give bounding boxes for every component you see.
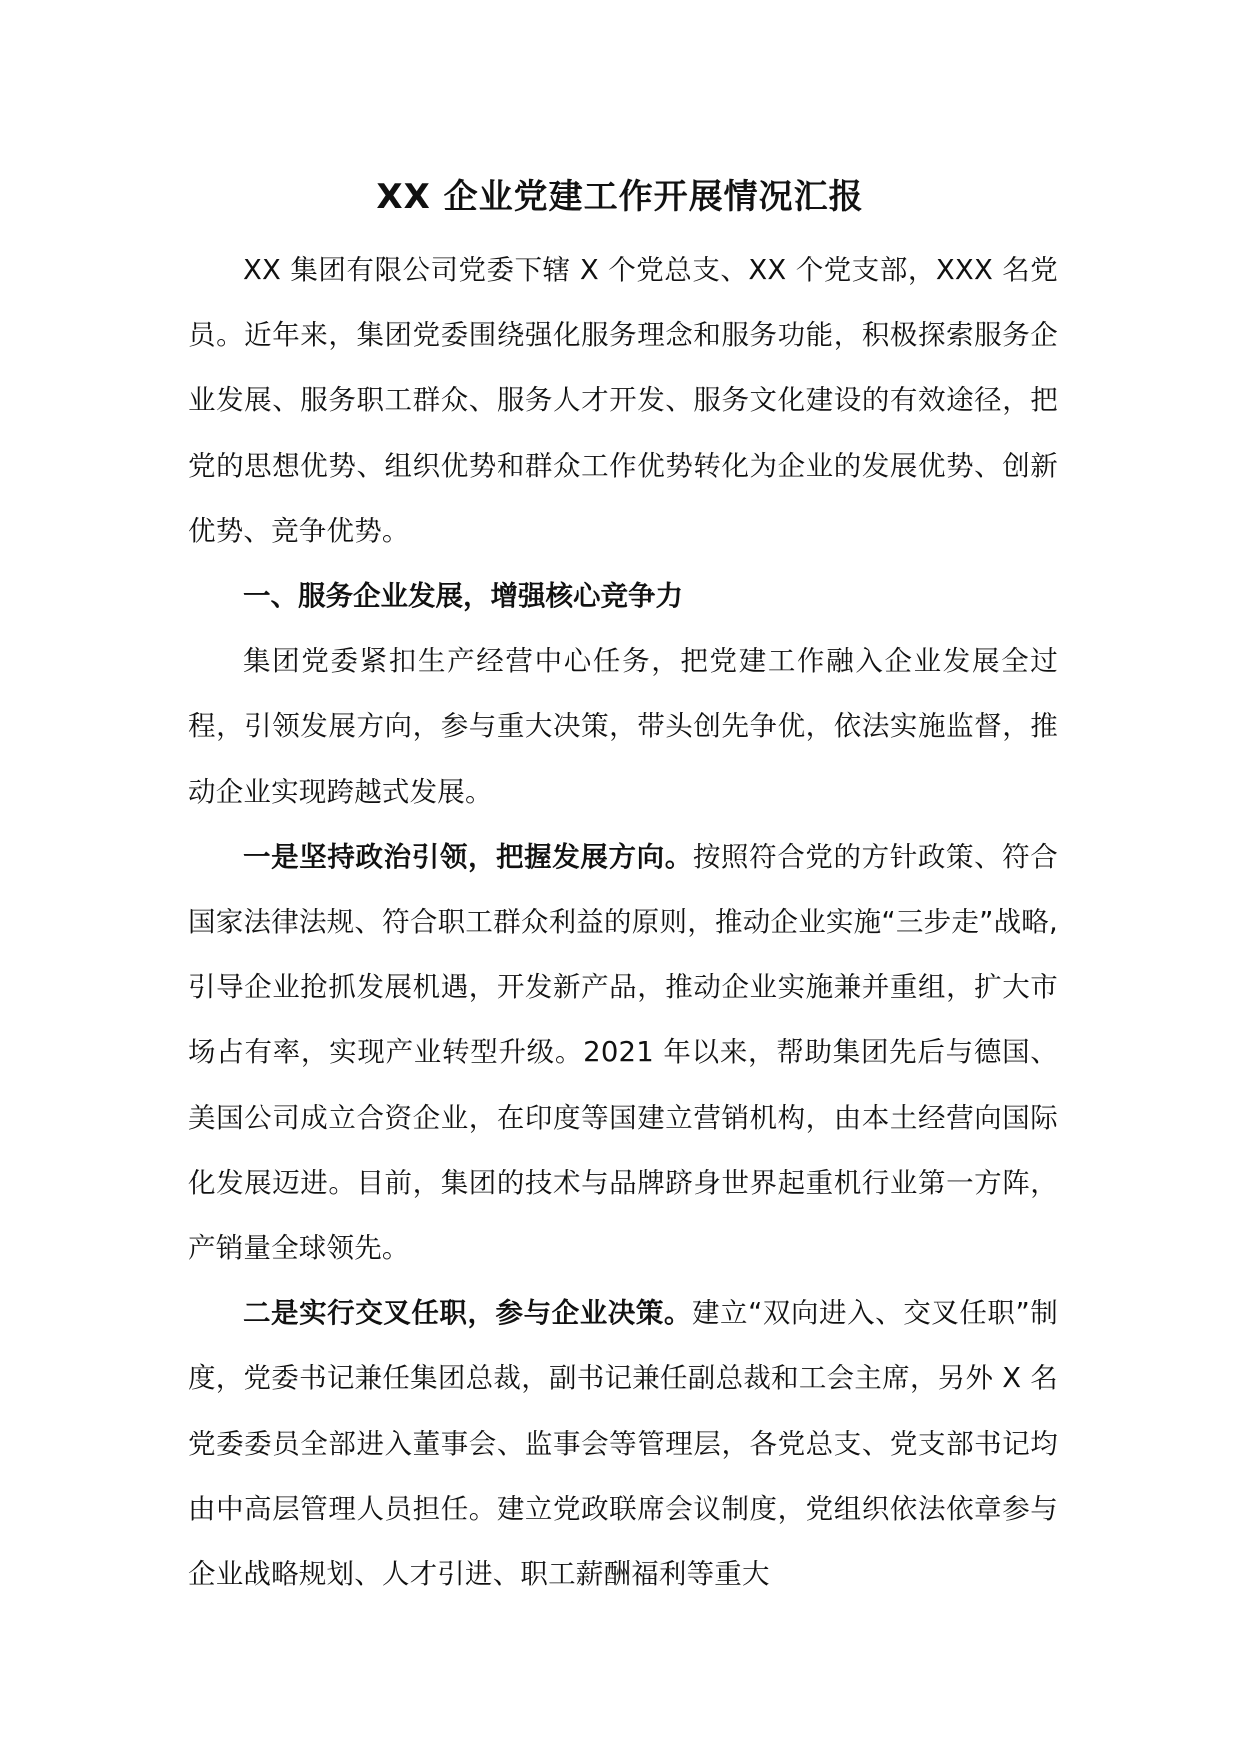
- document-body: [188, 238, 1058, 1607]
- section-1-intro-paragraph: 集团党委紧扣生产经营中心任务，把党建工作融入企业发展全过程，引领发展方向，参与重大决策，带头创先争优，依法实施监督，推动企业实现跨越式发展。: [188, 645, 1058, 808]
- point-1-lead: 一是坚持政治引领，把握发展方向。: [243, 840, 693, 873]
- point-1-paragraph: [188, 825, 1058, 1281]
- point-2-paragraph: [188, 1281, 1058, 1607]
- point-1-text: 按照符合党的方针政策、符合国家法律法规、符合职工群众利益的原则，推动企业实施“三步走”战略,引导企业抢抓发展机遇，开发新产品，推动企业实施兼并重组，扩大市场占有率，实现产业转型升级。2021 年以来，帮助集团先后与德国、美国公司成立合资企业，在印度等国建立营销机构，由本土经营向国际化发展迈进。目前，集团的技术与品牌跻身世界起重机行业第一方阵，产销量全球领先。: [188, 840, 1058, 1265]
- document-title: XX 企业党建工作开展情况汇报: [376, 177, 864, 217]
- point-2-lead: 二是实行交叉任职，参与企业决策。: [243, 1297, 692, 1330]
- point-2-text: 建立“双向进入、交叉任职”制度，党委书记兼任集团总裁，副书记兼任副总裁和工会主席，另外 X 名党委委员全部进入董事会、监事会等管理层，各党总支、党支部书记均由中高层管理人员担任。建立党政联席会议制度，党组织依法依章参与企业战略规划、人才引进、职工薪酬福利等重大: [188, 1297, 1058, 1591]
- intro-paragraph: XX 集团有限公司党委下辖 X 个党总支、XX 个党支部，XXX 名党员。近年来，集团党委围绕强化服务理念和服务功能，积极探索服务企业发展、服务职工群众、服务人才开发、服务文化建设的有效途径，把党的思想优势、组织优势和群众工作优势转化为企业的发展优势、创新优势、竞争优势。: [188, 254, 1058, 547]
- section-heading-1: 一、服务企业发展，增强核心竞争力: [243, 580, 683, 613]
